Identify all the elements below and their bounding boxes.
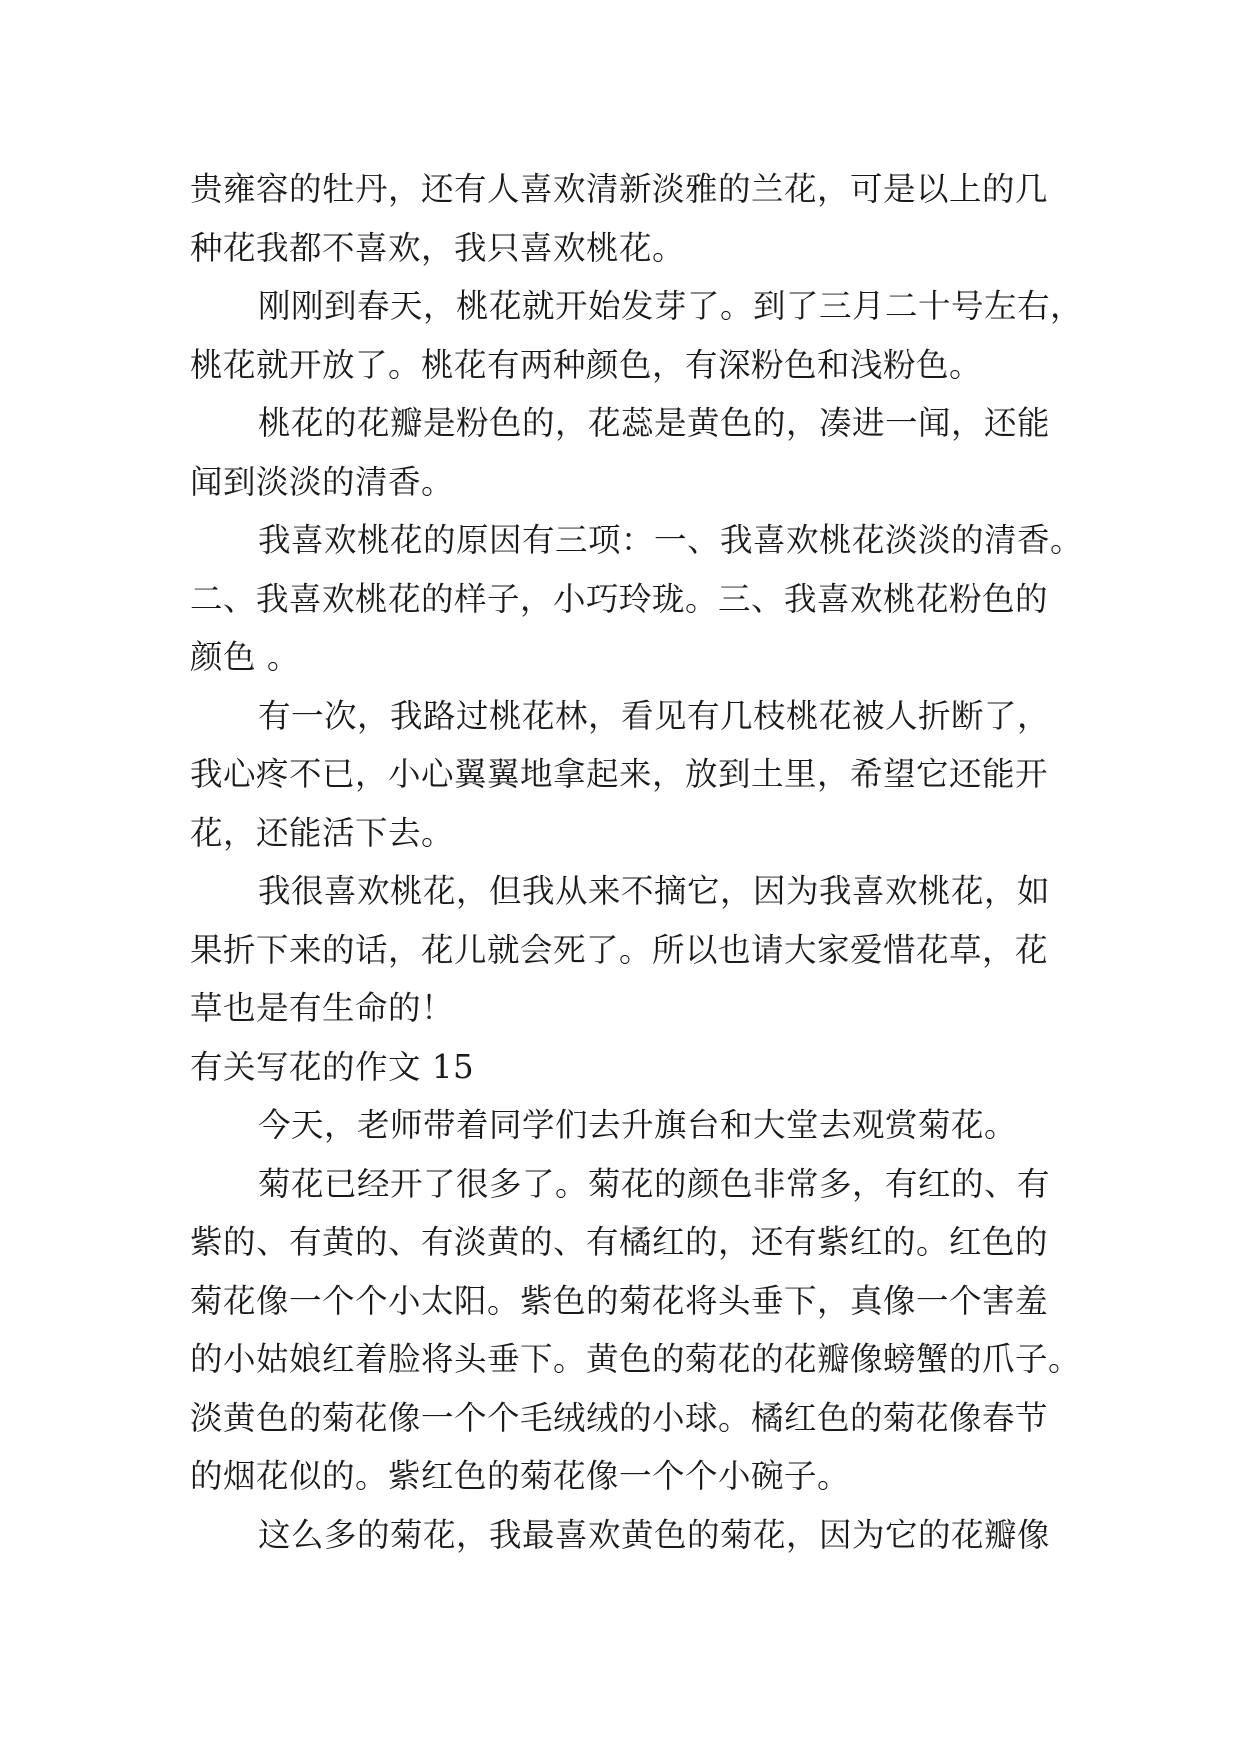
section-heading: 有关写花的作文 15 [190,1047,475,1086]
essay-text [190,160,1084,1564]
text-line: 贵雍容的牡丹，还有人喜欢清新淡雅的兰花，可是以上的几 [190,170,1049,208]
paragraph-start-line: 我喜欢桃花的原因有三项：一、我喜欢桃花淡淡的清香。 [258,521,1084,559]
text-line: 颜色 。 [190,638,300,676]
text-line: 的烟花似的。紫红色的菊花像一个个小碗子。 [190,1457,851,1495]
text-line: 花，还能活下去。 [190,813,455,852]
text-line: 二、我喜欢桃花的样子，小巧玲珑。三、我喜欢桃花粉色的 [190,579,1049,618]
paragraph-start-line: 菊花已经开了很多了。菊花的颜色非常多，有红的、有 [258,1164,1051,1203]
text-line: 果折下来的话，花儿就会死了。所以也请大家爱惜花草，花 [190,930,1049,969]
text-line: 菊花像一个个小太阳。紫色的菊花将头垂下，真像一个害羞 [190,1281,1049,1320]
paragraph-start-line: 刚刚到春天，桃花就开始发芽了。到了三月二十号左右， [258,287,1084,325]
paragraph-start-line: 今天，老师带着同学们去升旗台和大堂去观赏菊花。 [258,1106,1018,1144]
paragraph-start-line: 有一次，我路过桃花林，看见有几枝桃花被人折断了， [258,696,1051,735]
paragraph-start-line: 我很喜欢桃花，但我从来不摘它，因为我喜欢桃花，如 [258,872,1051,910]
text-line: 的小姑娘红着脸将头垂下。黄色的菊花的花瓣像螃蟹的爪子。 [190,1340,1082,1378]
paragraph-start-line: 桃花的花瓣是粉色的，花蕊是黄色的，凑进一闻，还能 [258,404,1051,442]
text-line: 紫的、有黄的、有淡黄的、有橘红的，还有紫红的。红色的 [190,1223,1049,1261]
text-line: 闻到淡淡的清香。 [190,462,455,501]
text-line: 我心疼不已，小心翼翼地拿起来，放到土里，希望它还能开 [190,755,1049,793]
text-line: 草也是有生命的！ [190,989,455,1027]
text-line: 淡黄色的菊花像一个个毛绒绒的小球。橘红色的菊花像春节 [190,1398,1049,1437]
text-line: 种花我都不喜欢，我只喜欢桃花。 [190,228,686,267]
text-line: 桃花就开放了。桃花有两种颜色，有深粉色和浅粉色。 [190,345,983,384]
paragraph-start-line: 这么多的菊花，我最喜欢黄色的菊花，因为它的花瓣像 [258,1515,1051,1554]
